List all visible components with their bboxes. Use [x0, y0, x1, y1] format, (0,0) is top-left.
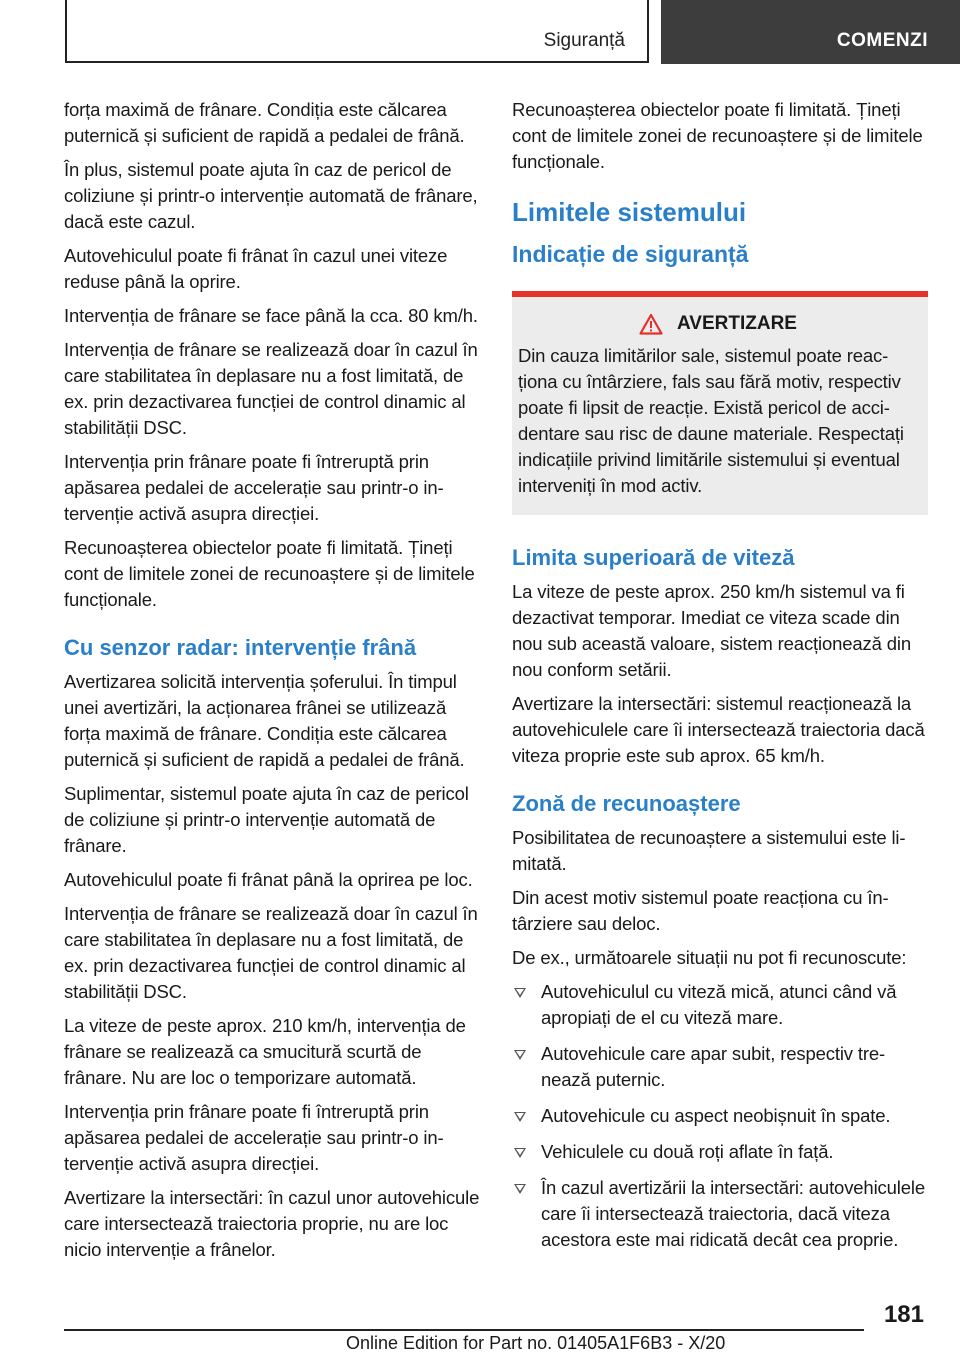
chapter-tab[interactable] [661, 0, 960, 64]
list-item-text: Autovehicule cu aspect neobișnuit în spate. [541, 1105, 891, 1126]
section-title: Siguranță [543, 30, 625, 51]
list-item-text: Vehiculele cu două roți aflate în față. [541, 1141, 834, 1162]
warning-triangle-icon [639, 313, 663, 335]
triangle-bullet-icon [514, 1148, 526, 1158]
right-column [512, 97, 928, 1263]
paragraph: Autovehiculul poate fi frânat în cazul unei viteze reduse până la oprire. [64, 245, 448, 292]
list-item-text: În cazul avertizării la intersectări: autovehiculele care îi intersectează traiectoria, dacă viteza acestora este mai ridicată decât cea proprie. [541, 1177, 925, 1250]
list-item-text: Autovehicule care apar subit, respectiv trenează puternic. [541, 1043, 886, 1090]
paragraph: Intervenția de frânare se realizează doar în cazul în care stabilitatea în deplasare nu a fost limitată, de ex. prin dezactivarea funcției de control dinamic al stabilității DSC. [64, 903, 478, 1002]
list-item-text: Autovehiculul cu viteză mică, atunci când vă apropiați de el cu viteză mare. [541, 981, 897, 1028]
paragraph: De ex., următoarele situații nu pot fi recunoscute: [512, 947, 907, 968]
edition-note: Online Edition for Part no. 01405A1F6B3 - X/20 [346, 1333, 726, 1353]
triangle-bullet-icon [514, 988, 526, 998]
list-item [512, 1175, 928, 1253]
paragraph: forța maximă de frânare. Condiția este călcarea puternică și suficient de rapidă a pedalei de frână. [64, 99, 465, 146]
list-item [512, 979, 928, 1031]
paragraph: Avertizare la intersectări: în cazul unor autovehicule care intersectează traiectoria proprie, nu are loc nicio intervenție a frânelor. [64, 1187, 480, 1260]
paragraph: Intervenția de frânare se realizează doar în cazul în care stabilitatea în deplasare nu a fost limitată, de ex. prin dezactivarea funcției de control dinamic al stabilității DSC. [64, 339, 478, 438]
triangle-bullet-icon [514, 1112, 526, 1122]
list-item [512, 1103, 928, 1129]
zone-heading: Zonă de recunoaștere [512, 791, 741, 816]
warning-title: AVERTIZARE [677, 313, 797, 334]
warning-text: Din cauza limitărilor sale, sistemul poate reacționa cu întârziere, fals sau fără motiv, respectiv poate fi lipsit de reacție. Există pericol de accidentare sau risc de daune materiale. Respectați indicațiile privind limitările sistemului și eventual interveniți în mod activ. [518, 345, 904, 496]
paragraph: La viteze de peste aprox. 250 km/h sistemul va fi dezactivat temporar. Imediat ce viteza scade din nou sub această valoare, sistem reacționează din nou conform setării. [512, 581, 912, 680]
situations-list [512, 979, 928, 1253]
page-header [0, 0, 960, 66]
list-item [512, 1139, 928, 1165]
paragraph: Suplimentar, sistemul poate ajuta în caz de pericol de coliziune și printr-o intervenție automată de frânare. [64, 783, 469, 856]
paragraph: Avertizare la intersectări: sistemul reacționează la autovehiculele care îi intersectează traiectoria dacă viteza proprie este sub aprox. 65 km/h. [512, 693, 925, 766]
paragraph: La viteze de peste aprox. 210 km/h, intervenția de frânare se realizează ca smucitură scurtă de frânare. Nu are loc o temporizare automată. [64, 1015, 466, 1088]
chapter-title: COMENZI [836, 30, 928, 51]
speed-heading: Limita superioară de viteză [512, 545, 795, 570]
warning-box [512, 291, 928, 515]
safety-heading: Indicație de siguranță [512, 241, 749, 267]
triangle-bullet-icon [514, 1050, 526, 1060]
warning-title-row [518, 313, 918, 335]
triangle-bullet-icon [514, 1184, 526, 1194]
radar-heading: Cu senzor radar: intervenție frână [64, 635, 417, 660]
paragraph: Intervenția de frânare se face până la cca. 80 km/h. [64, 305, 478, 326]
paragraph: Posibilitatea de recunoaștere a sistemului este limitată. [512, 827, 906, 874]
paragraph: În plus, sistemul poate ajuta în caz de pericol de coliziune și printr-o intervenție automată de frânare, dacă este cazul. [64, 159, 478, 232]
paragraph: Recunoașterea obiectelor poate fi limitată. Țineți cont de limitele zonei de recunoaștere și de limitele funcționale. [64, 537, 475, 610]
limits-heading: Limitele sistemului [512, 197, 747, 227]
section-tab[interactable] [65, 0, 649, 63]
paragraph: Intervenția prin frânare poate fi întreruptă prin apăsarea pedalei de accelerație sau printr-o intervenție activă asupra direcției. [64, 1101, 444, 1174]
left-column [64, 97, 484, 1271]
page-number: 181 [883, 1301, 924, 1328]
list-item [512, 1041, 928, 1093]
paragraph: Autovehiculul poate fi frânat până la oprirea pe loc. [64, 869, 473, 890]
paragraph: Avertizarea solicită intervenția șoferului. În timpul unei avertizări, la acționarea frânei se utilizează forța maximă de frânare. Condiția este călcarea puternică și suficient de rapidă a pedalei de frână. [64, 671, 465, 770]
footer-divider [64, 1329, 864, 1331]
paragraph: Din acest motiv sistemul poate reacționa cu întârziere sau deloc. [512, 887, 889, 934]
paragraph: Intervenția prin frânare poate fi întreruptă prin apăsarea pedalei de accelerație sau printr-o intervenție activă asupra direcției. [64, 451, 444, 524]
paragraph: Recunoașterea obiectelor poate fi limitată. Țineți cont de limitele zonei de recunoaștere și de limitele funcționale. [512, 99, 923, 172]
